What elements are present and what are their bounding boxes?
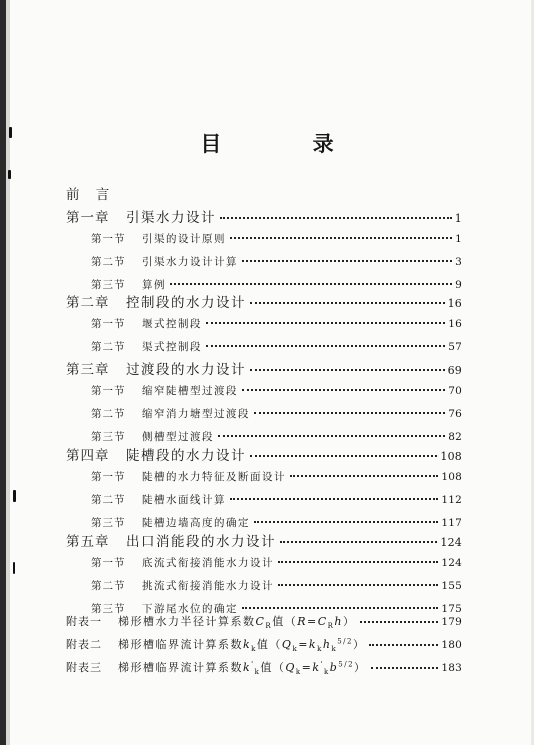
section-number: 第二节 <box>91 580 126 592</box>
toc-section-row <box>91 277 462 292</box>
section-number: 第三节 <box>91 431 126 443</box>
dot-leader <box>170 283 452 285</box>
toc-chapter-row <box>66 530 462 550</box>
section-number: 第一节 <box>91 385 126 397</box>
formula-close: ） <box>343 615 356 628</box>
section-number: 第三节 <box>91 517 126 529</box>
dot-leader <box>206 345 445 347</box>
preface-entry: 前 言 <box>66 187 116 203</box>
toc-section-row <box>91 492 462 507</box>
toc-section-row <box>91 406 462 421</box>
dot-leader <box>254 412 445 414</box>
dot-leader <box>242 260 452 262</box>
section-title: 堰式控制段 <box>142 318 202 330</box>
appendix-title-tail: 值（ <box>256 638 282 651</box>
formula-close: ） <box>354 661 367 674</box>
toc-section-row <box>91 231 462 246</box>
section-page-number: 76 <box>448 408 462 420</box>
coefficient-subscript: k <box>251 645 257 654</box>
chapter-title: 控制段的水力设计 <box>126 295 246 311</box>
dot-leader <box>218 435 445 437</box>
appendix-title <box>118 659 367 676</box>
section-title: 引渠的设计原则 <box>142 233 226 245</box>
section-page-number: 124 <box>441 557 462 569</box>
formula-left: Q <box>285 661 296 674</box>
chapter-title: 出口消能段的水力设计 <box>126 534 276 550</box>
dot-leader <box>230 237 452 239</box>
section-page-number: 57 <box>448 341 462 353</box>
section-title: 算例 <box>142 279 166 291</box>
scan-speck <box>13 490 16 502</box>
section-title: 挑流式衔接消能水力设计 <box>142 580 274 592</box>
appendix-title-text: 梯形槽水力半径计算系数 <box>118 615 256 628</box>
chapter-page-number: 1 <box>454 212 462 225</box>
toc-appendix-row <box>66 613 462 630</box>
section-page-number: 70 <box>448 385 462 397</box>
dot-leader <box>278 561 438 563</box>
formula-left: Q <box>281 638 293 651</box>
chapter-page-number: 108 <box>440 450 462 463</box>
toc-chapter-row <box>66 206 462 226</box>
formula-right-subscript: R <box>327 622 335 631</box>
section-page-number: 82 <box>448 431 462 443</box>
toc-section-row <box>91 578 462 593</box>
formula-right: k <box>312 661 321 674</box>
toc-section-row <box>91 555 462 570</box>
toc-section-row <box>91 339 462 354</box>
dot-leader <box>290 475 438 477</box>
dot-leader <box>206 322 445 324</box>
formula-right: C <box>317 615 328 628</box>
toc-section-row <box>91 316 462 331</box>
formula-right-subscript: k <box>317 645 323 654</box>
section-number: 第一节 <box>91 471 126 483</box>
chapter-number: 第一章 <box>66 210 110 226</box>
toc-chapter-row <box>66 358 462 378</box>
section-number: 第二节 <box>91 256 126 268</box>
section-page-number: 155 <box>441 580 462 592</box>
appendix-number: 附表三 <box>66 661 102 674</box>
coefficient-subscript: k <box>254 668 261 677</box>
section-number: 第三节 <box>91 603 126 615</box>
dot-leader <box>230 498 438 500</box>
section-page-number: 117 <box>441 517 462 529</box>
formula-right-variable: h <box>334 615 344 628</box>
formula-close: ） <box>352 638 366 651</box>
scan-left-shadow <box>6 0 10 745</box>
appendix-page-number: 179 <box>441 616 462 628</box>
section-title: 侧槽型过渡段 <box>142 431 214 443</box>
section-page-number: 112 <box>441 494 462 506</box>
dot-leader <box>254 521 438 523</box>
section-title: 渠式控制段 <box>142 341 202 353</box>
section-title: 陡槽的水力特征及断面设计 <box>142 471 286 483</box>
formula-exponent: 5/2 <box>337 637 353 646</box>
formula-equals: = <box>301 661 313 674</box>
section-page-number: 9 <box>455 279 462 291</box>
section-page-number: 108 <box>441 471 462 483</box>
appendix-number: 附表一 <box>66 615 102 628</box>
dot-leader <box>250 302 445 304</box>
appendix-title-text: 梯形槽临界流计算系数 <box>118 638 243 651</box>
chapter-title: 过渡段的水力设计 <box>126 362 246 378</box>
appendix-title-tail: 值（ <box>272 615 298 628</box>
section-title: 下游尾水位的确定 <box>142 603 238 615</box>
chapter-number: 第四章 <box>66 448 110 464</box>
coefficient-prime: ' <box>251 660 255 669</box>
section-number: 第二节 <box>91 494 126 506</box>
formula-right-subscript: k <box>323 668 330 677</box>
scan-speck <box>13 562 15 574</box>
appendix-title <box>118 636 365 653</box>
dot-leader <box>242 389 445 391</box>
section-page-number: 3 <box>455 256 462 268</box>
dot-leader <box>250 369 445 371</box>
dot-leader <box>242 607 438 609</box>
section-title: 缩窄消力塘型过渡段 <box>142 408 250 420</box>
page-title: 目 录 <box>200 131 376 156</box>
formula-exponent: 5/2 <box>338 660 355 669</box>
dot-leader <box>369 644 438 646</box>
formula-equals: = <box>307 615 318 628</box>
section-page-number: 16 <box>448 318 462 330</box>
toc-appendix-row <box>66 659 462 676</box>
formula-right-variable: b <box>329 661 339 674</box>
section-number: 第一节 <box>91 233 126 245</box>
section-page-number: 175 <box>441 603 462 615</box>
section-title: 底流式衔接消能水力设计 <box>142 557 274 569</box>
chapter-page-number: 16 <box>447 297 462 310</box>
formula-right-variable-subscript: k <box>331 645 338 654</box>
formula-left: R <box>297 615 307 628</box>
formula-right-prime: ' <box>320 660 324 669</box>
toc-chapter-row <box>66 291 462 311</box>
section-number: 第一节 <box>91 557 126 569</box>
coefficient-symbol: k <box>243 638 252 651</box>
section-number: 第三节 <box>91 279 126 291</box>
section-number: 第二节 <box>91 408 126 420</box>
section-page-number: 1 <box>455 233 462 245</box>
chapter-title: 引渠水力设计 <box>126 210 216 226</box>
formula-right-variable: h <box>322 638 332 651</box>
formula-right: k <box>308 638 318 651</box>
dot-leader <box>278 584 438 586</box>
chapter-title: 陡槽段的水力设计 <box>126 448 246 464</box>
section-title: 陡槽水面线计算 <box>142 494 226 506</box>
dot-leader <box>360 621 439 623</box>
appendix-title-tail: 值（ <box>260 661 286 674</box>
appendix-number: 附表二 <box>66 638 102 651</box>
dot-leader <box>220 217 452 219</box>
dot-leader <box>280 541 437 543</box>
section-title: 引渠水力设计计算 <box>142 256 238 268</box>
coefficient-symbol: C <box>255 615 266 628</box>
appendix-title-text: 梯形槽临界流计算系数 <box>118 661 243 674</box>
appendix-page-number: 180 <box>441 639 462 651</box>
toc-section-row <box>91 254 462 269</box>
chapter-page-number: 124 <box>440 536 462 549</box>
coefficient-symbol: k <box>243 661 252 674</box>
section-title: 陡槽边墙高度的确定 <box>142 517 250 529</box>
formula-left-subscript: k <box>295 668 302 677</box>
dot-leader <box>371 667 439 669</box>
formula-left-subscript: k <box>292 645 299 654</box>
chapter-page-number: 69 <box>447 364 462 377</box>
appendix-page-number: 183 <box>441 662 462 674</box>
toc-section-row <box>91 429 462 444</box>
coefficient-subscript: R <box>265 622 273 631</box>
toc-chapter-row <box>66 444 462 464</box>
chapter-number: 第二章 <box>66 295 110 311</box>
formula-equals: = <box>298 638 309 651</box>
scan-speck <box>8 170 11 179</box>
section-title: 缩窄陡槽型过渡段 <box>142 385 238 397</box>
chapter-number: 第三章 <box>66 362 110 378</box>
dot-leader <box>250 455 437 457</box>
toc-appendix-row <box>66 636 462 653</box>
appendix-title <box>118 613 356 630</box>
toc-section-row <box>91 383 462 398</box>
chapter-number: 第五章 <box>66 534 110 550</box>
section-number: 第二节 <box>91 341 126 353</box>
section-number: 第一节 <box>91 318 126 330</box>
toc-section-row <box>91 469 462 484</box>
toc-section-row <box>91 515 462 530</box>
